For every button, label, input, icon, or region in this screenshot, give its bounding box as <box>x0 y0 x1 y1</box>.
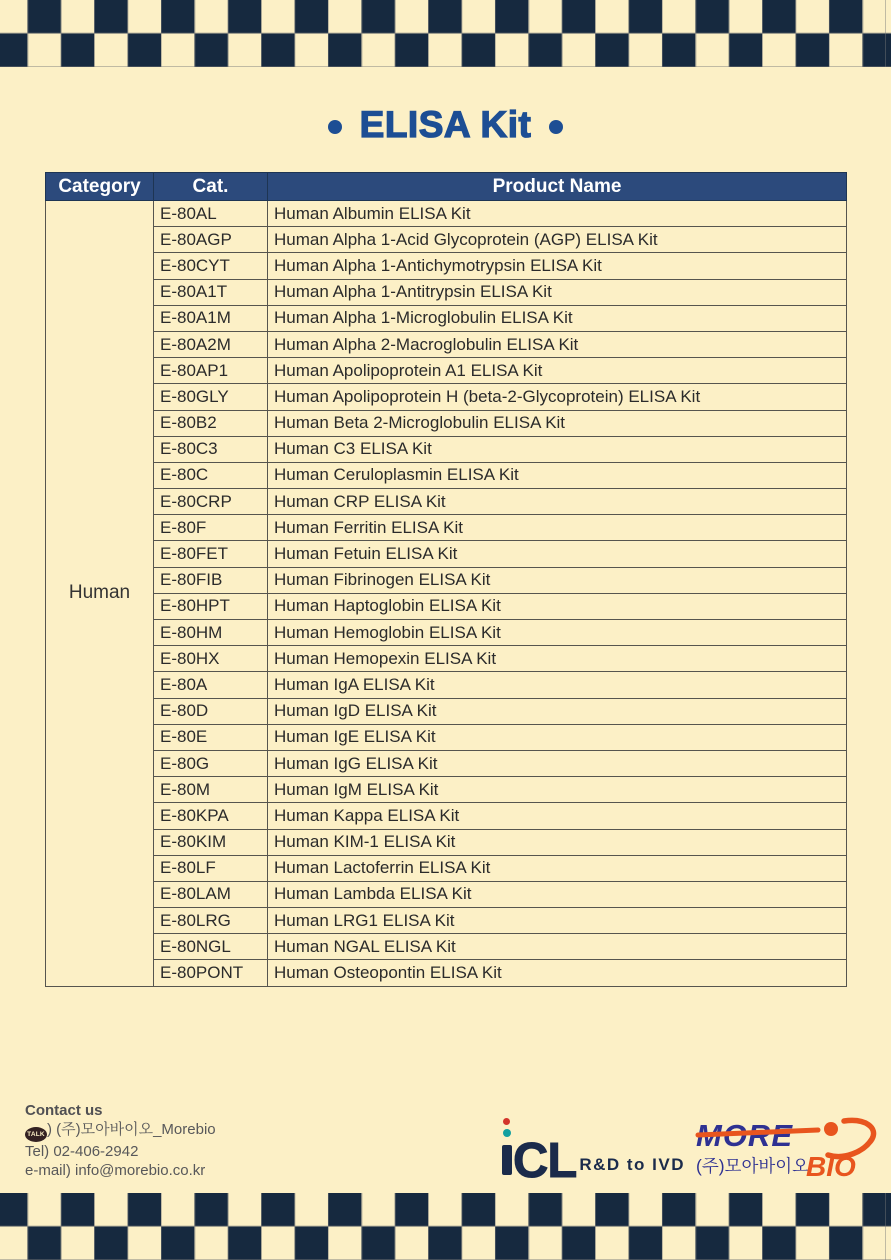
product-name-cell: Human Lactoferrin ELISA Kit <box>268 855 847 881</box>
product-name-cell: Human Kappa ELISA Kit <box>268 803 847 829</box>
cat-number-cell: E-80A2M <box>154 331 268 357</box>
cat-number-cell: E-80LF <box>154 855 268 881</box>
cat-number-cell: E-80M <box>154 777 268 803</box>
morebio-korean-text: (주)모아바이오 <box>696 1156 810 1176</box>
checkered-border-top <box>0 0 891 67</box>
cat-number-cell: E-80GLY <box>154 384 268 410</box>
cat-number-cell: E-80G <box>154 750 268 776</box>
cat-number-cell: E-80F <box>154 515 268 541</box>
icl-red-dot-icon <box>503 1118 510 1125</box>
product-name-cell: Human Osteopontin ELISA Kit <box>268 960 847 986</box>
table-row <box>46 803 847 829</box>
cat-number-cell: E-80C3 <box>154 436 268 462</box>
cat-number-cell: E-80AL <box>154 201 268 227</box>
table-row <box>46 227 847 253</box>
product-name-cell: Human NGAL ELISA Kit <box>268 934 847 960</box>
cat-number-cell: E-80HPT <box>154 593 268 619</box>
product-name-cell: Human KIM-1 ELISA Kit <box>268 829 847 855</box>
product-name-cell: Human Alpha 1-Acid Glycoprotein (AGP) ELISA Kit <box>268 227 847 253</box>
cat-number-cell: E-80CYT <box>154 253 268 279</box>
product-name-cell: Human IgD ELISA Kit <box>268 698 847 724</box>
morebio-orange-dot-icon <box>824 1122 838 1136</box>
product-name-cell: Human Ceruloplasmin ELISA Kit <box>268 462 847 488</box>
table-row <box>46 908 847 934</box>
product-table <box>45 172 847 987</box>
contact-kakao-text: ) (주)모아바이오_Morebio <box>47 1121 216 1138</box>
cat-number-cell: E-80A <box>154 672 268 698</box>
product-name-cell: Human IgA ELISA Kit <box>268 672 847 698</box>
contact-tel: Tel) 02-406-2942 <box>25 1143 139 1160</box>
product-name-cell: Human Apolipoprotein A1 ELISA Kit <box>268 358 847 384</box>
contact-email: e-mail) info@morebio.co.kr <box>25 1162 206 1179</box>
table-row <box>46 934 847 960</box>
header-category: Category <box>46 173 154 201</box>
table-row <box>46 881 847 907</box>
morebio-bio-text: BIO <box>806 1151 856 1182</box>
table-row <box>46 253 847 279</box>
icl-i-glyph <box>501 1118 513 1180</box>
product-name-cell: Human Hemopexin ELISA Kit <box>268 646 847 672</box>
product-name-cell: Human Alpha 2-Macroglobulin ELISA Kit <box>268 331 847 357</box>
table-row <box>46 750 847 776</box>
cat-number-cell: E-80PONT <box>154 960 268 986</box>
product-name-cell: Human Alpha 1-Antichymotrypsin ELISA Kit <box>268 253 847 279</box>
product-table-wrap <box>45 172 847 987</box>
product-name-cell: Human IgE ELISA Kit <box>268 724 847 750</box>
table-row <box>46 410 847 436</box>
morebio-more-text: MORE <box>696 1118 793 1153</box>
cat-number-cell: E-80C <box>154 462 268 488</box>
cat-number-cell: E-80LAM <box>154 881 268 907</box>
table-row <box>46 515 847 541</box>
table-row <box>46 279 847 305</box>
table-row <box>46 698 847 724</box>
cat-number-cell: E-80HM <box>154 620 268 646</box>
table-row <box>46 960 847 986</box>
icl-i-stem <box>502 1145 512 1175</box>
table-header-row <box>46 173 847 201</box>
cat-number-cell: E-80AGP <box>154 227 268 253</box>
table-row <box>46 646 847 672</box>
product-name-cell: Human Fibrinogen ELISA Kit <box>268 567 847 593</box>
table-row <box>46 777 847 803</box>
table-row <box>46 436 847 462</box>
contact-block <box>25 1101 216 1180</box>
product-name-cell: Human Albumin ELISA Kit <box>268 201 847 227</box>
cat-number-cell: E-80CRP <box>154 489 268 515</box>
product-name-cell: Human Hemoglobin ELISA Kit <box>268 620 847 646</box>
header-cat: Cat. <box>154 173 268 201</box>
cat-number-cell: E-80KPA <box>154 803 268 829</box>
contact-kakao-line <box>25 1120 216 1142</box>
table-row <box>46 358 847 384</box>
product-name-cell: Human C3 ELISA Kit <box>268 436 847 462</box>
table-row <box>46 331 847 357</box>
morebio-logo-graphic <box>694 1114 880 1190</box>
table-row <box>46 672 847 698</box>
cat-number-cell: E-80A1T <box>154 279 268 305</box>
table-row <box>46 593 847 619</box>
product-name-cell: Human CRP ELISA Kit <box>268 489 847 515</box>
product-name-cell: Human Haptoglobin ELISA Kit <box>268 593 847 619</box>
cat-number-cell: E-80HX <box>154 646 268 672</box>
cat-number-cell: E-80KIM <box>154 829 268 855</box>
cat-number-cell: E-80FIB <box>154 567 268 593</box>
table-row <box>46 305 847 331</box>
product-name-cell: Human LRG1 ELISA Kit <box>268 908 847 934</box>
checkered-border-bottom <box>0 1193 891 1260</box>
product-name-cell: Human Alpha 1-Antitrypsin ELISA Kit <box>268 279 847 305</box>
cat-number-cell: E-80B2 <box>154 410 268 436</box>
table-row <box>46 829 847 855</box>
cat-number-cell: E-80E <box>154 724 268 750</box>
product-name-cell: Human IgM ELISA Kit <box>268 777 847 803</box>
table-row <box>46 541 847 567</box>
product-name-cell: Human Ferritin ELISA Kit <box>268 515 847 541</box>
page-title: ELISA Kit <box>359 104 532 145</box>
product-name-cell: Human IgG ELISA Kit <box>268 750 847 776</box>
table-row <box>46 384 847 410</box>
table-row <box>46 201 847 227</box>
category-cell: Human <box>46 201 154 987</box>
product-name-cell: Human Fetuin ELISA Kit <box>268 541 847 567</box>
bullet-icon <box>549 120 563 134</box>
cat-number-cell: E-80NGL <box>154 934 268 960</box>
cat-number-cell: E-80A1M <box>154 305 268 331</box>
table-row <box>46 620 847 646</box>
cat-number-cell: E-80AP1 <box>154 358 268 384</box>
product-table-body <box>46 201 847 987</box>
cat-number-cell: E-80FET <box>154 541 268 567</box>
page-title-row <box>0 106 891 147</box>
product-name-cell: Human Lambda ELISA Kit <box>268 881 847 907</box>
product-name-cell: Human Apolipoprotein H (beta-2-Glycoprotein) ELISA Kit <box>268 384 847 410</box>
icl-logo <box>501 1118 685 1188</box>
kakaotalk-icon: TALK <box>25 1127 47 1142</box>
table-row <box>46 724 847 750</box>
cat-number-cell: E-80D <box>154 698 268 724</box>
icl-teal-dot-icon <box>503 1129 511 1137</box>
morebio-logo <box>694 1114 880 1195</box>
header-product-name: Product Name <box>268 173 847 201</box>
icl-tagline: R&D to IVD <box>579 1155 685 1174</box>
bullet-icon <box>328 120 342 134</box>
contact-title: Contact us <box>25 1102 103 1119</box>
cat-number-cell: E-80LRG <box>154 908 268 934</box>
product-name-cell: Human Alpha 1-Microglobulin ELISA Kit <box>268 305 847 331</box>
icl-logo-text: CL <box>513 1133 577 1188</box>
product-name-cell: Human Beta 2-Microglobulin ELISA Kit <box>268 410 847 436</box>
table-row <box>46 489 847 515</box>
table-row <box>46 462 847 488</box>
table-row <box>46 855 847 881</box>
table-row <box>46 567 847 593</box>
